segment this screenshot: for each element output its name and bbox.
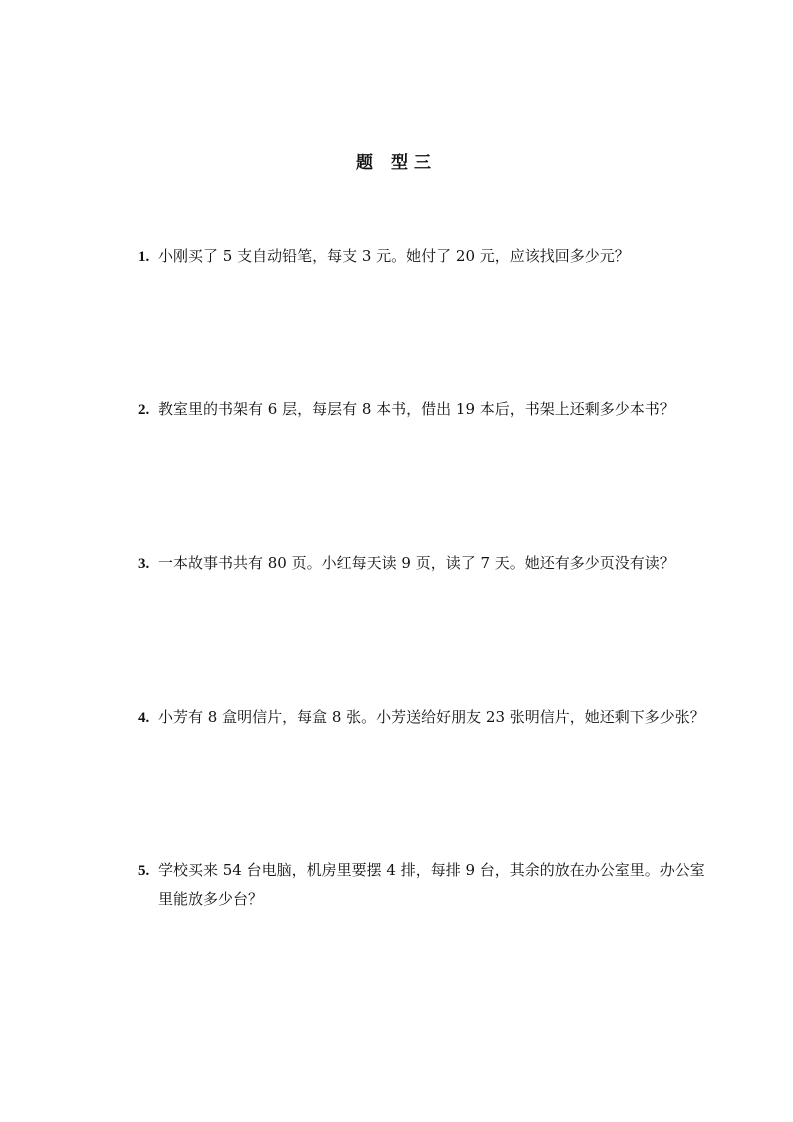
question-3 xyxy=(138,549,748,578)
question-text: 学校买来 54 台电脑，机房里要摆 4 排，每排 9 台，其余的放在办公室里。办公室 xyxy=(158,861,705,879)
question-1 xyxy=(138,242,748,271)
question-5 xyxy=(138,856,748,913)
question-2 xyxy=(138,395,748,424)
question-number: 1. xyxy=(138,249,150,265)
question-text-continuation: 里能放多少台？ xyxy=(158,890,264,908)
question-text: 一本故事书共有 80 页。小红每天读 9 页，读了 7 天。她还有多少页没有读？ xyxy=(158,554,675,572)
question-number: 3. xyxy=(138,556,150,572)
question-number: 2. xyxy=(138,402,150,418)
page-title: 题 型三 xyxy=(356,153,437,173)
question-4 xyxy=(138,703,748,732)
question-text: 小芳有 8 盒明信片，每盒 8 张。小芳送给好朋友 23 张明信片，她还剩下多少张？ xyxy=(158,708,705,726)
question-number: 5. xyxy=(138,863,150,879)
question-text: 小刚买了 5 支自动铅笔，每支 3 元。她付了 20 元，应该找回多少元？ xyxy=(158,247,630,265)
question-text: 教室里的书架有 6 层，每层有 8 本书，借出 19 本后，书架上还剩多少本书？ xyxy=(158,400,675,418)
question-number: 4. xyxy=(138,710,150,726)
